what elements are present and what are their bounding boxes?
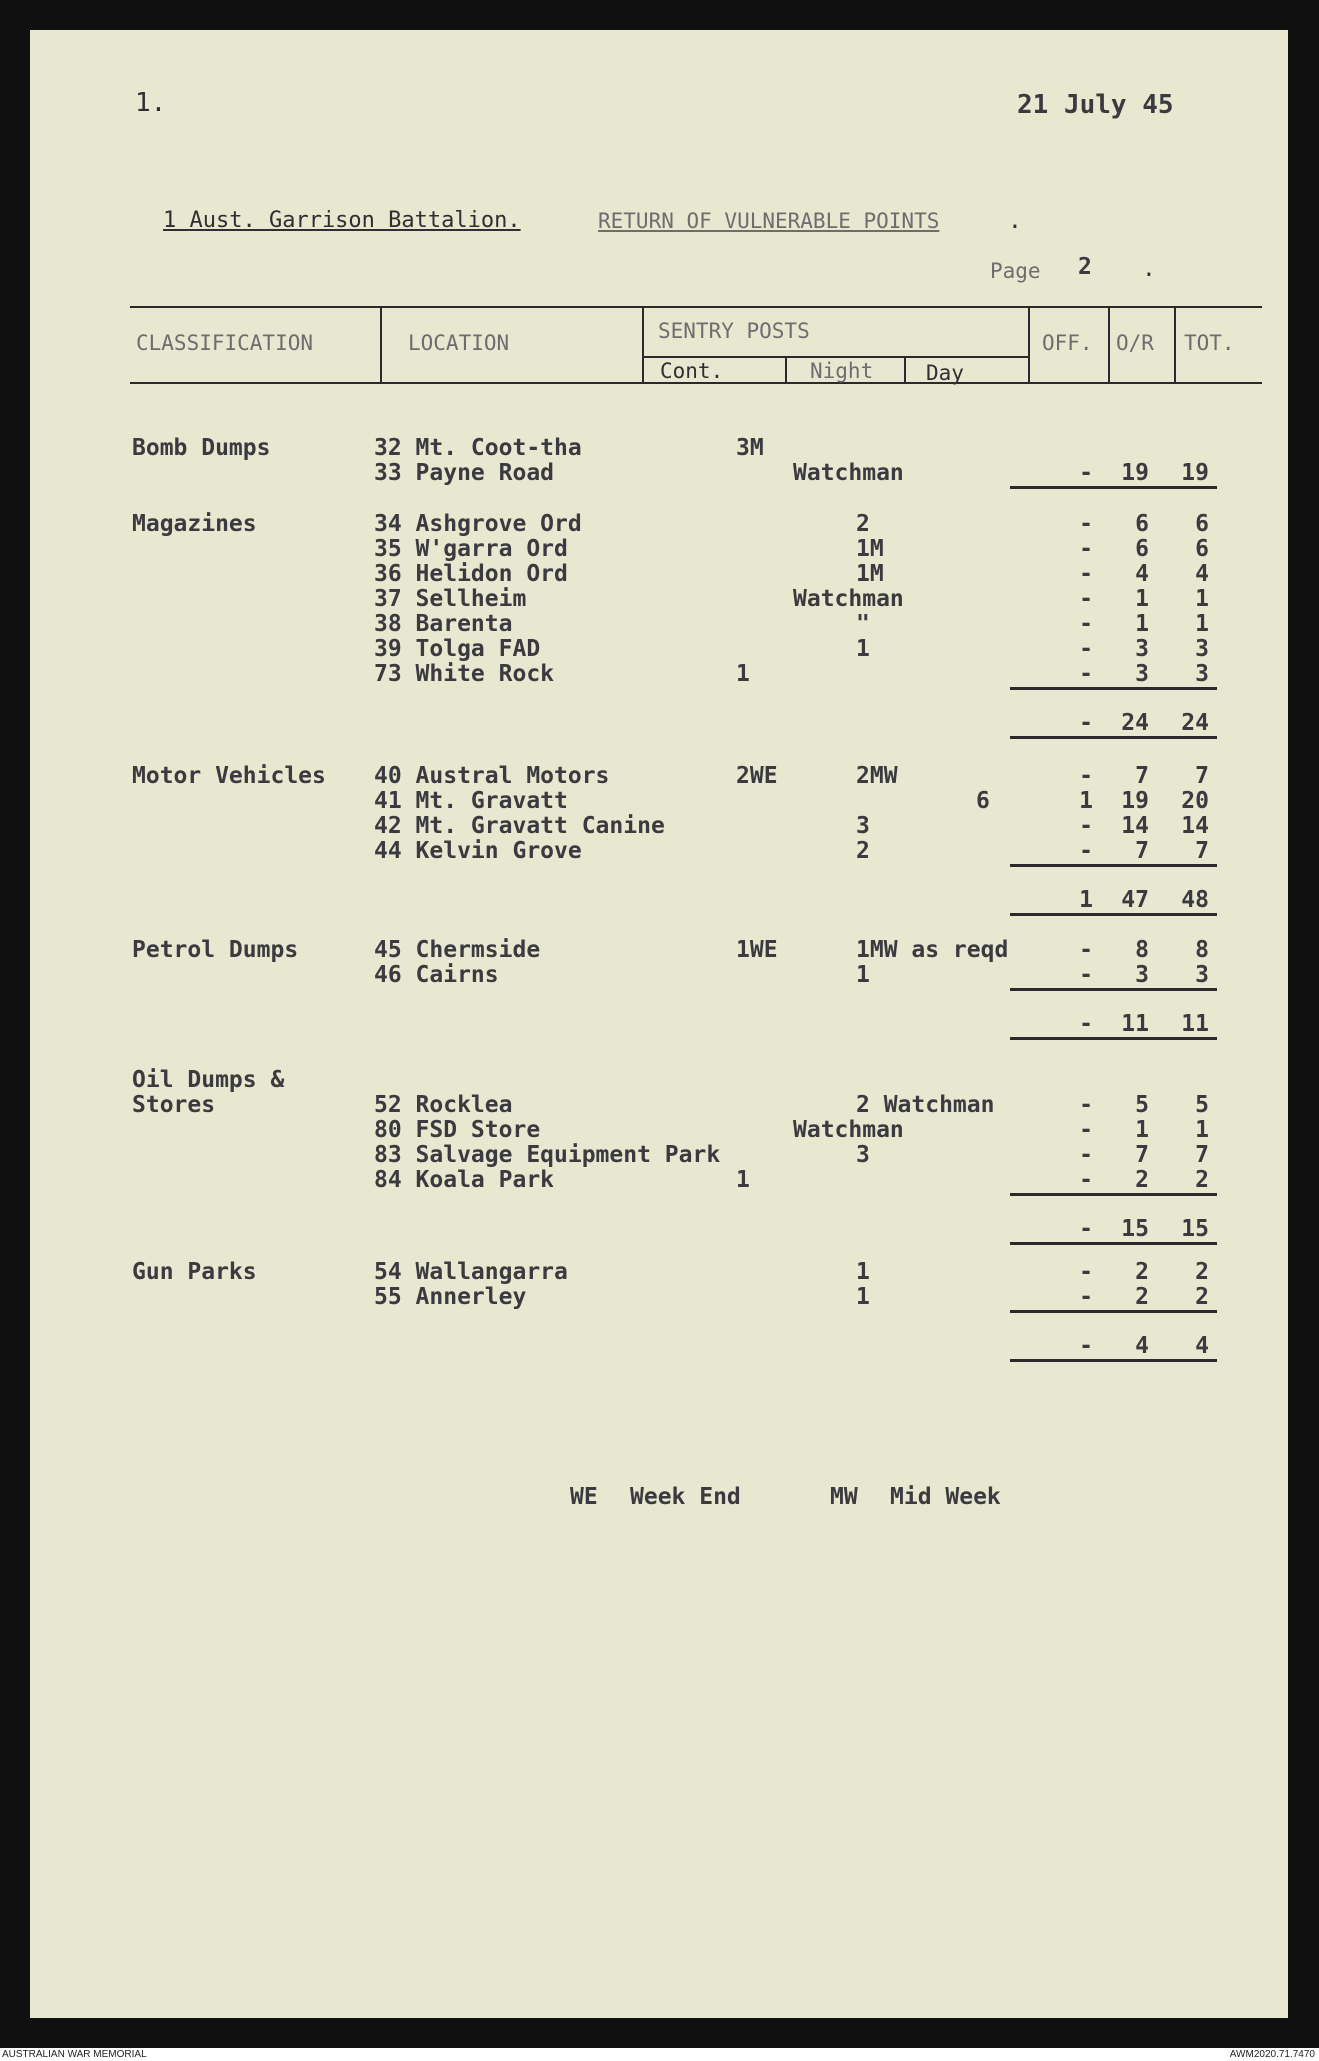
or-cell: 19	[1121, 460, 1149, 486]
location-cell: 83 Salvage Equipment Park	[374, 1142, 721, 1168]
location-cell: 44 Kelvin Grove	[374, 838, 582, 864]
section-classification: Oil Dumps &	[132, 1067, 285, 1093]
report-subject-end: .	[1008, 208, 1022, 234]
or-cell: 7	[1135, 838, 1149, 864]
col-header-night: Night	[810, 359, 874, 383]
total-rule	[1010, 1193, 1217, 1196]
total-rule	[1010, 864, 1217, 867]
header-top-rule	[130, 306, 1262, 308]
offr-cell: -	[1079, 1142, 1093, 1168]
col-header-day: Day	[926, 361, 964, 385]
location-cell: 41 Mt. Gravatt	[374, 788, 568, 814]
subtotal-offr: -	[1079, 710, 1093, 736]
subtotal-or: 11	[1121, 1011, 1149, 1037]
location-cell: 40 Austral Motors	[374, 763, 610, 789]
tot-cell: 7	[1195, 763, 1209, 789]
or-cell: 4	[1135, 561, 1149, 587]
or-cell: 3	[1135, 962, 1149, 988]
tot-cell: 20	[1181, 788, 1209, 814]
night-cell: 3	[856, 813, 870, 839]
or-cell: 3	[1135, 661, 1149, 687]
tot-cell: 1	[1195, 1117, 1209, 1143]
offr-cell: -	[1079, 937, 1093, 963]
cont-cell: 1	[736, 661, 750, 687]
total-rule	[1010, 486, 1217, 489]
location-cell: 38 Barenta	[374, 611, 513, 637]
offr-cell: -	[1079, 1092, 1093, 1118]
subtotal-offr: 1	[1079, 887, 1093, 913]
section-classification: Gun Parks	[132, 1259, 257, 1285]
location-cell: 32 Mt. Coot-tha	[374, 435, 582, 461]
or-cell: 2	[1135, 1167, 1149, 1193]
unit-name: 1 Aust. Garrison Battalion.	[163, 208, 521, 233]
offr-cell: -	[1079, 536, 1093, 562]
location-cell: 73 White Rock	[374, 661, 555, 687]
cont-cell: 1WE	[736, 937, 778, 963]
night-cell: 1	[856, 962, 870, 988]
tot-cell: 7	[1195, 838, 1209, 864]
location-cell: 46 Cairns	[374, 962, 499, 988]
day-cell: 6	[976, 788, 990, 814]
section-classification: Motor Vehicles	[132, 763, 326, 789]
col-header-or: O/R	[1116, 331, 1154, 355]
location-cell: 55 Annerley	[374, 1284, 527, 1310]
tot-cell: 19	[1181, 460, 1209, 486]
col-divider	[1108, 306, 1110, 384]
offr-cell: -	[1079, 1167, 1093, 1193]
tot-cell: 6	[1195, 536, 1209, 562]
cont-cell: 1	[736, 1167, 750, 1193]
tot-cell: 3	[1195, 661, 1209, 687]
or-cell: 14	[1121, 813, 1149, 839]
total-rule	[1010, 1310, 1217, 1313]
location-cell: 36 Helidon Ord	[374, 561, 568, 587]
offr-cell: -	[1079, 838, 1093, 864]
document-date: 21 July 45	[1017, 90, 1174, 120]
legend-we-text: Week End	[630, 1484, 741, 1510]
page-mark: 1.	[135, 88, 167, 118]
subtotal-tot: 11	[1181, 1011, 1209, 1037]
subtotal-or: 4	[1135, 1333, 1149, 1359]
subtotal-tot: 4	[1195, 1333, 1209, 1359]
total-rule	[1010, 1037, 1217, 1040]
or-cell: 3	[1135, 636, 1149, 662]
location-cell: 80 FSD Store	[374, 1117, 541, 1143]
total-rule	[1010, 1242, 1217, 1245]
location-cell: 35 W'garra Ord	[374, 536, 568, 562]
tot-cell: 2	[1195, 1284, 1209, 1310]
total-rule	[1010, 1359, 1217, 1362]
subtotal-offr: -	[1079, 1011, 1093, 1037]
subtotal-or: 47	[1121, 887, 1149, 913]
footer-reference: AWM2020.71.7470	[1229, 2049, 1315, 2060]
offr-cell: -	[1079, 1259, 1093, 1285]
tot-cell: 2	[1195, 1259, 1209, 1285]
or-cell: 7	[1135, 1142, 1149, 1168]
location-cell: 54 Wallangarra	[374, 1259, 568, 1285]
col-header-offr: OFF.	[1042, 331, 1093, 355]
page-end: .	[1142, 256, 1156, 282]
legend-we-code: WE	[570, 1484, 598, 1510]
tot-cell: 3	[1195, 636, 1209, 662]
subtotal-tot: 24	[1181, 710, 1209, 736]
col-header-tot: TOT.	[1184, 331, 1235, 355]
night-cell: "	[856, 611, 870, 637]
night-cell: 1	[856, 636, 870, 662]
tot-cell: 6	[1195, 511, 1209, 537]
col-header-sentry-posts: SENTRY POSTS	[658, 319, 810, 343]
or-cell: 7	[1135, 763, 1149, 789]
offr-cell: -	[1079, 1284, 1093, 1310]
archive-footer	[0, 2048, 1319, 2061]
night-cell: 1M	[856, 536, 884, 562]
or-cell: 8	[1135, 937, 1149, 963]
or-cell: 1	[1135, 586, 1149, 612]
night-cell: 3	[856, 1142, 870, 1168]
offr-cell: -	[1079, 1117, 1093, 1143]
section-classification: Stores	[132, 1092, 216, 1118]
section-classification: Magazines	[132, 511, 257, 537]
night-cell: Watchman	[793, 586, 904, 612]
col-divider	[642, 306, 644, 384]
offr-cell: -	[1079, 561, 1093, 587]
subtotal-offr: -	[1079, 1216, 1093, 1242]
night-cell: 2 Watchman	[856, 1092, 995, 1118]
offr-cell: -	[1079, 661, 1093, 687]
or-cell: 6	[1135, 511, 1149, 537]
tot-cell: 3	[1195, 962, 1209, 988]
night-cell: 1MW as reqd	[856, 937, 1009, 963]
night-cell: Watchman	[793, 460, 904, 486]
tot-cell: 7	[1195, 1142, 1209, 1168]
tot-cell: 1	[1195, 611, 1209, 637]
location-cell: 34 Ashgrove Ord	[374, 511, 582, 537]
col-divider	[1174, 306, 1176, 384]
page-label: Page	[990, 259, 1041, 283]
location-cell: 39 Tolga FAD	[374, 636, 541, 662]
tot-cell: 8	[1195, 937, 1209, 963]
location-cell: 37 Sellheim	[374, 586, 527, 612]
offr-cell: -	[1079, 813, 1093, 839]
total-rule	[1010, 687, 1217, 690]
col-header-cont: Cont.	[660, 359, 724, 383]
or-cell: 2	[1135, 1284, 1149, 1310]
location-cell: 84 Koala Park	[374, 1167, 555, 1193]
subtotal-offr: -	[1079, 1333, 1093, 1359]
offr-cell: -	[1079, 586, 1093, 612]
tot-cell: 4	[1195, 561, 1209, 587]
tot-cell: 14	[1181, 813, 1209, 839]
col-divider	[380, 306, 382, 384]
night-cell: 1M	[856, 561, 884, 587]
col-divider	[1028, 306, 1030, 384]
offr-cell: -	[1079, 611, 1093, 637]
subtotal-tot: 48	[1181, 887, 1209, 913]
subtotal-tot: 15	[1181, 1216, 1209, 1242]
or-cell: 19	[1121, 788, 1149, 814]
location-cell: 45 Chermside	[374, 937, 541, 963]
offr-cell: 1	[1079, 788, 1093, 814]
footer-institution: AUSTRALIAN WAR MEMORIAL	[2, 2049, 147, 2060]
or-cell: 5	[1135, 1092, 1149, 1118]
tot-cell: 2	[1195, 1167, 1209, 1193]
night-cell: 1	[856, 1284, 870, 1310]
subtotal-or: 24	[1121, 710, 1149, 736]
section-classification: Petrol Dumps	[132, 937, 299, 963]
tot-cell: 1	[1195, 586, 1209, 612]
night-cell: 2MW	[856, 763, 898, 789]
total-rule	[1010, 913, 1217, 916]
or-cell: 6	[1135, 536, 1149, 562]
report-subject: RETURN OF VULNERABLE POINTS	[598, 209, 940, 233]
or-cell: 1	[1135, 1117, 1149, 1143]
offr-cell: -	[1079, 763, 1093, 789]
night-cell: 2	[856, 838, 870, 864]
or-cell: 1	[1135, 611, 1149, 637]
total-rule	[1010, 736, 1217, 739]
cont-cell: 3M	[736, 435, 764, 461]
page-number: 2	[1078, 254, 1092, 280]
night-cell: 2	[856, 511, 870, 537]
section-classification: Bomb Dumps	[132, 435, 271, 461]
cont-cell: 2WE	[736, 763, 778, 789]
offr-cell: -	[1079, 460, 1093, 486]
legend-mw-code: MW	[830, 1484, 858, 1510]
location-cell: 42 Mt. Gravatt Canine	[374, 813, 665, 839]
col-divider	[904, 356, 906, 384]
total-rule	[1010, 988, 1217, 991]
night-cell: Watchman	[793, 1117, 904, 1143]
location-cell: 33 Payne Road	[374, 460, 555, 486]
offr-cell: -	[1079, 962, 1093, 988]
legend-mw-text: Mid Week	[890, 1484, 1001, 1510]
col-divider	[785, 356, 787, 384]
offr-cell: -	[1079, 636, 1093, 662]
offr-cell: -	[1079, 511, 1093, 537]
col-header-location: LOCATION	[408, 331, 510, 355]
col-header-classification: CLASSIFICATION	[136, 331, 314, 355]
subtotal-or: 15	[1121, 1216, 1149, 1242]
document-page	[30, 30, 1288, 2018]
tot-cell: 5	[1195, 1092, 1209, 1118]
location-cell: 52 Rocklea	[374, 1092, 513, 1118]
or-cell: 2	[1135, 1259, 1149, 1285]
night-cell: 1	[856, 1259, 870, 1285]
